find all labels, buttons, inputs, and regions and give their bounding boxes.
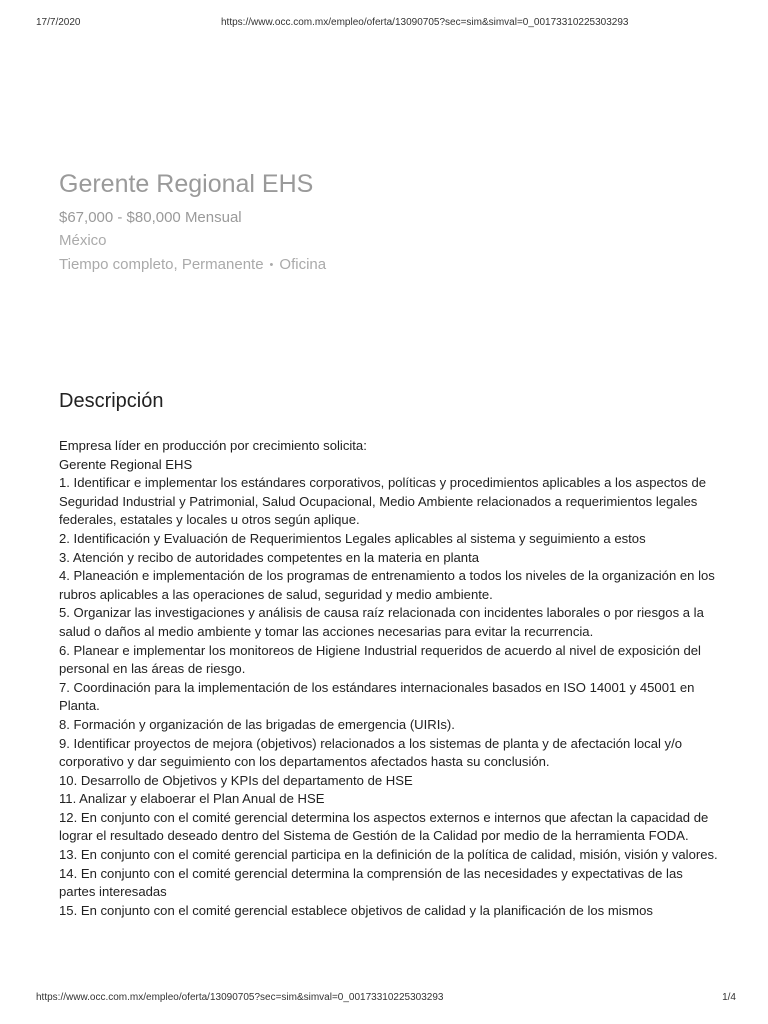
description-intro: Empresa líder en producción por crecimiento solicita: bbox=[59, 438, 367, 453]
list-item: 9. Identificar proyectos de mejora (objetivos) relacionados a los sistemas de planta y de afectación local y/o corporativo y dar seguimiento con los departamentos afectados hasta su conclusión. bbox=[59, 735, 683, 770]
contract-type: Tiempo completo, Permanente bbox=[59, 256, 264, 273]
page-number: 1/4 bbox=[722, 992, 736, 1003]
work-modality: Oficina bbox=[279, 256, 327, 273]
print-date: 17/7/2020 bbox=[36, 17, 81, 28]
list-item: 10. Desarrollo de Objetivos y KPIs del departamento de HSE bbox=[59, 772, 413, 788]
list-item: 11. Analizar y elaboerar el Plan Anual de HSE bbox=[59, 791, 325, 807]
list-item: 1. Identificar e implementar los estándares corporativos, políticas y procedimientos aplicables a los aspectos de Seguridad Industrial y Patrimonial, Salud Ocupacional, Medio Ambiente relacionados a requerimientos legales federales, estatales y locales u otros según aplique. bbox=[59, 475, 707, 528]
job-type bbox=[59, 254, 326, 277]
description-body bbox=[59, 437, 719, 920]
list-item: 14. En conjunto con el comité gerencial determina la comprensión de las necesidades y expectativas de las partes interesadas bbox=[59, 865, 683, 900]
job-title: Gerente Regional EHS bbox=[59, 170, 314, 198]
description-heading: Descripción bbox=[59, 390, 164, 412]
list-item: 7. Coordinación para la implementación de los estándares internacionales basados en ISO 14001 y 45001 en Planta. bbox=[59, 679, 695, 714]
location: México bbox=[59, 232, 107, 249]
list-item: 2. Identificación y Evaluación de Requerimientos Legales aplicables al sistema y seguimiento a estos bbox=[59, 530, 646, 546]
print-header-url: https://www.occ.com.mx/empleo/oferta/13090705?sec=sim&simval=0_00173310225303293 bbox=[221, 17, 629, 28]
list-item: 15. En conjunto con el comité gerencial establece objetivos de calidad y la planificación de los mismos bbox=[59, 902, 653, 918]
list-item: 3. Atención y recibo de autoridades competentes en la materia en planta bbox=[59, 549, 479, 565]
list-item: 5. Organizar las investigaciones y análisis de causa raíz relacionada con incidentes laborales o por riesgos a la salud o daños al medio ambiente y tomar las acciones necesarias para evitar la recurrencia. bbox=[59, 605, 704, 639]
list-item: 12. En conjunto con el comité gerencial determina los aspectos externos e internos que afectan la capacidad de lograr el resultado deseado dentro del Sistema de Gestión de la Calidad por medio de la herramienta FODA. bbox=[59, 809, 709, 844]
list-item: 8. Formación y organización de las brigadas de emergencia (UIRIs). bbox=[59, 716, 455, 732]
print-footer-url: https://www.occ.com.mx/empleo/oferta/13090705?sec=sim&simval=0_00173310225303293 bbox=[36, 992, 444, 1003]
list-item: 13. En conjunto con el comité gerencial participa en la definición de la política de calidad, misión, visión y valores. bbox=[59, 847, 718, 863]
bullet-separator: • bbox=[269, 259, 274, 271]
list-item: 4. Planeación e implementación de los programas de entrenamiento a todos los niveles de la organización en los rubros aplicables a las operaciones de salud, seguridad y medio ambiente. bbox=[59, 568, 715, 602]
salary: $67,000 - $80,000 Mensual bbox=[59, 209, 242, 226]
list-item: 6. Planear e implementar los monitoreos de Higiene Industrial requeridos de acuerdo al nivel de exposición del personal en las áreas de riesgo. bbox=[59, 642, 701, 677]
description-position: Gerente Regional EHS bbox=[59, 456, 193, 472]
